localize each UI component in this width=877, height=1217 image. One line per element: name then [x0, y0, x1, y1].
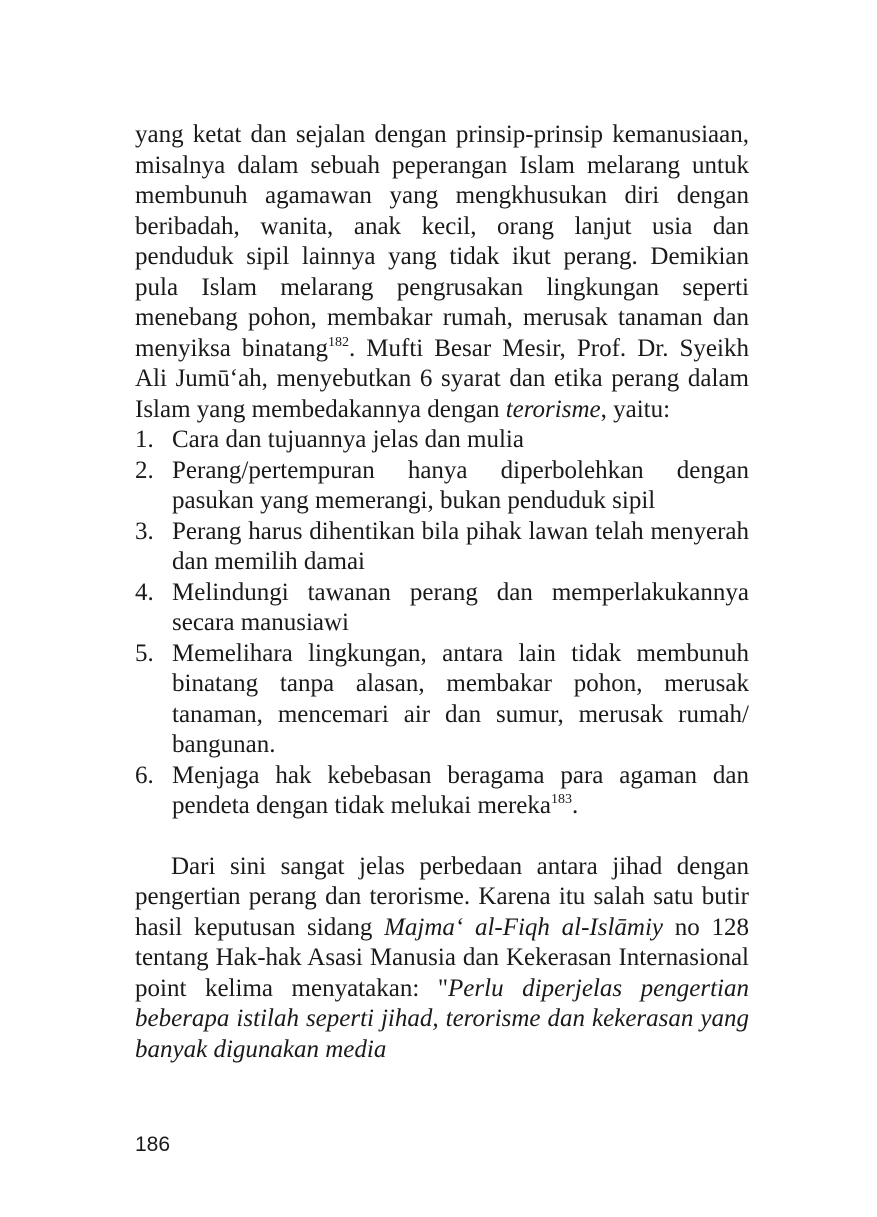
list-number: 1. [135, 426, 154, 453]
paragraph-conclusion-mid: no 128 tentang Hak-hak Asasi Manusia dan Kekerasan Internasional point kelima menyatakan: " [135, 913, 750, 1002]
list-item-text: Perang/pertempuran hanya diperbolehkan dengan pasukan yang memerangi, bukan penduduk sipil [172, 456, 749, 514]
list-number: 6. [135, 761, 154, 789]
paragraph-intro-text: yang ketat dan sejalan dengan prinsip-prinsip kemanusiaan, misalnya dalam sebuah peperangan Islam melarang untuk membunuh agamawan yang mengkhusukan diri dengan beribadah, wanita, anak kecil, orang lanjut usia dan penduduk sipil lainnya yang tidak ikut perang. Demikian pula Islam melarang pengrusakan lingkungan seperti menebang pohon, membakar rumah, merusak tanaman dan menyiksa binatang [135, 121, 749, 362]
conditions-list [135, 425, 749, 822]
footnote-ref-182[interactable]: 182 [327, 334, 349, 350]
list-item [135, 578, 749, 639]
body-text [135, 120, 749, 1065]
paragraph-intro [135, 120, 749, 425]
paragraph-conclusion [135, 852, 749, 1066]
list-number: 3. [135, 517, 154, 545]
list-item-text: Memelihara lingkungan, antara lain tidak membunuh binatang tanpa alasan, membakar pohon, merusak tanaman, mencemari air dan sumur, merusak rumah/ bangunan. [172, 639, 749, 758]
sentence-end: , yaitu: [600, 395, 671, 423]
list-item [135, 425, 749, 456]
paragraph-conclusion-text: Dari sini sangat jelas perbedaan antara jihad dengan pengertian perang dan terorisme. Karena itu salah satu butir hasil keputusan sidang [135, 852, 749, 941]
list-item-text: Cara dan tujuannya jelas dan mulia [172, 426, 524, 453]
list-item-text: Menjaga hak kebebasan beragama para agaman dan pendeta dengan tidak melukai mereka [172, 761, 749, 819]
period: . [348, 334, 356, 362]
list-item [135, 761, 749, 822]
list-number: 4. [135, 578, 154, 606]
list-item-text: Melindungi tawanan perang dan memperlakukannya secara manusiawi [172, 578, 749, 636]
page-number: 186 [135, 1133, 171, 1156]
list-item [135, 517, 749, 578]
footnote-ref-183[interactable]: 183 [551, 792, 573, 807]
italic-term-terorisme: terorisme [505, 395, 601, 423]
list-number: 5. [135, 639, 154, 667]
sentence-mufti: Mufti Besar Mesir, Prof. Dr. Syeikh Ali Jumū‘ah, menyebutkan 6 syarat dan etika perang dalam Islam yang membedakannya dengan [135, 334, 749, 423]
list-item [135, 456, 749, 517]
italic-quote: Perlu diperjelas pengertian beberapa istilah seperti jihad, terorisme dan kekerasan yang banyak digunakan media [135, 974, 749, 1063]
list-item [135, 639, 749, 761]
italic-title-majma: Majma‘ al-Fiqh al-Islāmiy [384, 913, 664, 941]
list-item-text: Perang harus dihentikan bila pihak lawan telah menyerah dan memilih damai [172, 517, 749, 575]
period: . [572, 792, 579, 819]
list-number: 2. [135, 456, 154, 484]
